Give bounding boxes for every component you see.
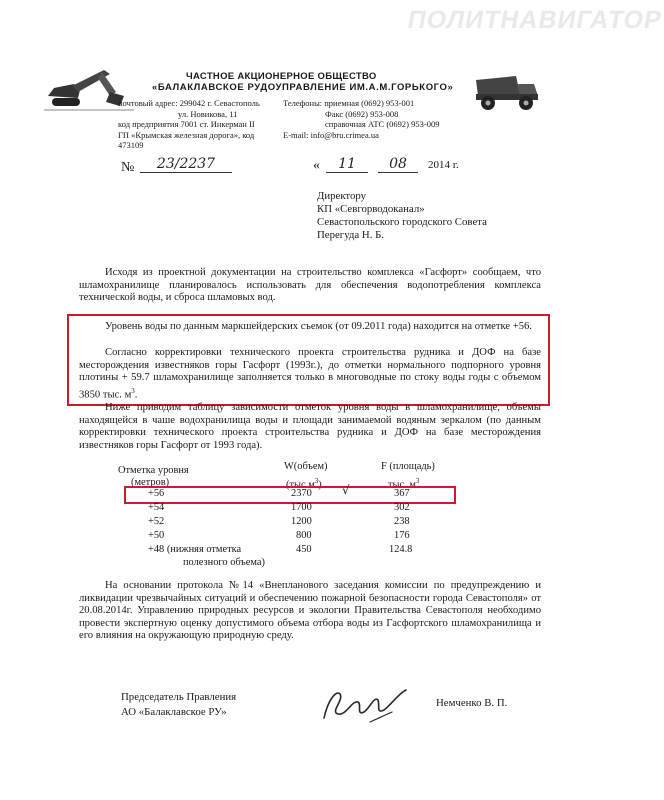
- addressee-line: КП «Севгорводоканал»: [317, 203, 425, 215]
- header-right-line: справочная АТС (0692) 953-009: [325, 119, 440, 129]
- addressee-line: Севастопольского городского Совета: [317, 216, 487, 228]
- header-right-line: Телефоны: приемная (0692) 953-001: [283, 98, 415, 108]
- table-header-area: F (площадь): [381, 461, 435, 472]
- ref-month: 08: [378, 156, 418, 173]
- ref-day: 11: [326, 156, 368, 173]
- paragraph-3-text: Согласно корректировки технического проекта строительства рудника и ДОФ на базе месторождения известняков горы Гасфорт (1993г.), до отметки нормального подпорного уровня плотины + 59.7 шламохранилище заполняется только в многоводные по стоку воды годы с объемом 3850 тыс. м: [79, 347, 541, 401]
- table-row-level: +52: [148, 516, 165, 527]
- table-row-level: +48 (нижняя отметка: [148, 544, 242, 555]
- table-header-level: Отметка уровня: [118, 465, 189, 476]
- header-left-line: ул. Новикова, 11: [178, 108, 238, 119]
- table-header-volume: W(объем): [284, 461, 328, 472]
- paragraph-1: Исходя из проектной документации на строительство комплекса «Гасфорт» сообщаем, что шламохранилище планировалось использовать для обеспечения водопотребления комплекса технической воды, и сброса шламовых вод.: [79, 267, 541, 304]
- org-title-line1: ЧАСТНОЕ АКЦИОНЕРНОЕ ОБЩЕСТВО: [186, 71, 377, 82]
- ref-year: 2014 г.: [428, 159, 459, 171]
- org-title-line2: «БАЛАКЛАВСКОЕ РУДОУПРАВЛЕНИЕ ИМ.А.М.ГОРЬКОГО»: [152, 82, 454, 93]
- paragraph-3-sup: 3: [131, 386, 135, 395]
- signatory-name: Немченко В. П.: [436, 697, 508, 709]
- paragraph-2: Уровень воды по данным маркшейдерских съемок (от 09.2011 года) находится на отметке +56.: [105, 321, 532, 332]
- area-unit-sup: 3: [415, 477, 420, 485]
- signatory-title: [121, 690, 236, 720]
- table-header-level-unit: (метров): [131, 477, 170, 488]
- addressee-line: Перегуда Н. Б.: [317, 229, 385, 241]
- addressee-line: Директору: [317, 190, 367, 202]
- header-right-block: [283, 98, 463, 140]
- volume-unit-text: (тыс.м: [286, 479, 315, 491]
- paragraph-3: [79, 347, 541, 402]
- table-row-area: 238: [394, 516, 410, 527]
- header-right-line: E-mail: info@bru.crimea.ua: [283, 129, 379, 140]
- table-row-volume: 1200: [291, 516, 312, 527]
- watermark: ПОЛИТНАВИГАТОР: [405, 6, 664, 34]
- ref-number: 23/2237: [140, 156, 232, 173]
- volume-unit-close: ): [318, 479, 322, 491]
- paragraph-4: Ниже приводим таблицу зависимости отметок уровня воды в шламохранилище, объемы находящейся в чаше водохранилища воды и площади занимаемой водяным зеркалом (по данным корректировки технического проекта строительства рудника и ДОФ на базе месторождения известняков горы Гасфорт от 1993 года).: [79, 402, 541, 451]
- table-row-area: 176: [394, 530, 410, 541]
- header-left-line: код предприятия 7001 ст. Инкерман II: [118, 119, 255, 129]
- signatory-title-line: Председатель Правления: [121, 691, 237, 703]
- ref-no-label: №: [121, 160, 135, 175]
- handwritten-signature: [318, 682, 418, 728]
- ref-date-quote: «: [313, 158, 320, 173]
- paragraph-5: На основании протокола №14 «Внепланового заседания комиссии по предупреждению и ликвидации чрезвычайных ситуаций и обеспечению пожарной безопасности города Севастополя» от 20.08.2014г. Управлению природных ресурсов и экологии Правительства Севастополя необходимо провести экспертную оценку допустимого объема отбора воды из Гасфортского шламохранилища и его влияния на окружающую природную среду.: [79, 580, 541, 642]
- signatory-title-line: АО «Балаклавское РУ»: [121, 706, 227, 718]
- volume-unit-sup: 3: [314, 477, 319, 485]
- table-row-volume: 800: [296, 530, 312, 541]
- check-mark-icon: √: [342, 483, 350, 497]
- header-right-line: Факс (0692) 953-008: [325, 108, 399, 119]
- table-row-level-continued: полезного объема): [183, 557, 265, 568]
- table-row-level: +56: [148, 488, 165, 499]
- addressee-block: [317, 190, 487, 242]
- dump-truck-logo: [472, 70, 542, 112]
- header-left-line: 473109: [118, 140, 144, 150]
- table-row-volume: 450: [296, 544, 312, 555]
- table-row-level: +54: [148, 502, 165, 513]
- header-left-line: почтовый адрес: 299042 г. Севастополь: [118, 98, 260, 108]
- table-row-area: 124.8: [389, 544, 413, 555]
- table-row-area: 367: [394, 488, 410, 499]
- table-row-area: 302: [394, 502, 410, 513]
- table-row-volume: 1700: [291, 502, 312, 513]
- paragraph-3-end: .: [134, 389, 138, 401]
- header-left-line: ГП «Крымская железная дорога», код: [118, 129, 255, 140]
- header-left-block: [118, 98, 298, 151]
- table-row-level: +50: [148, 530, 165, 541]
- area-unit-text: тыс. м: [388, 479, 416, 491]
- table-row-volume: 2370: [291, 488, 312, 499]
